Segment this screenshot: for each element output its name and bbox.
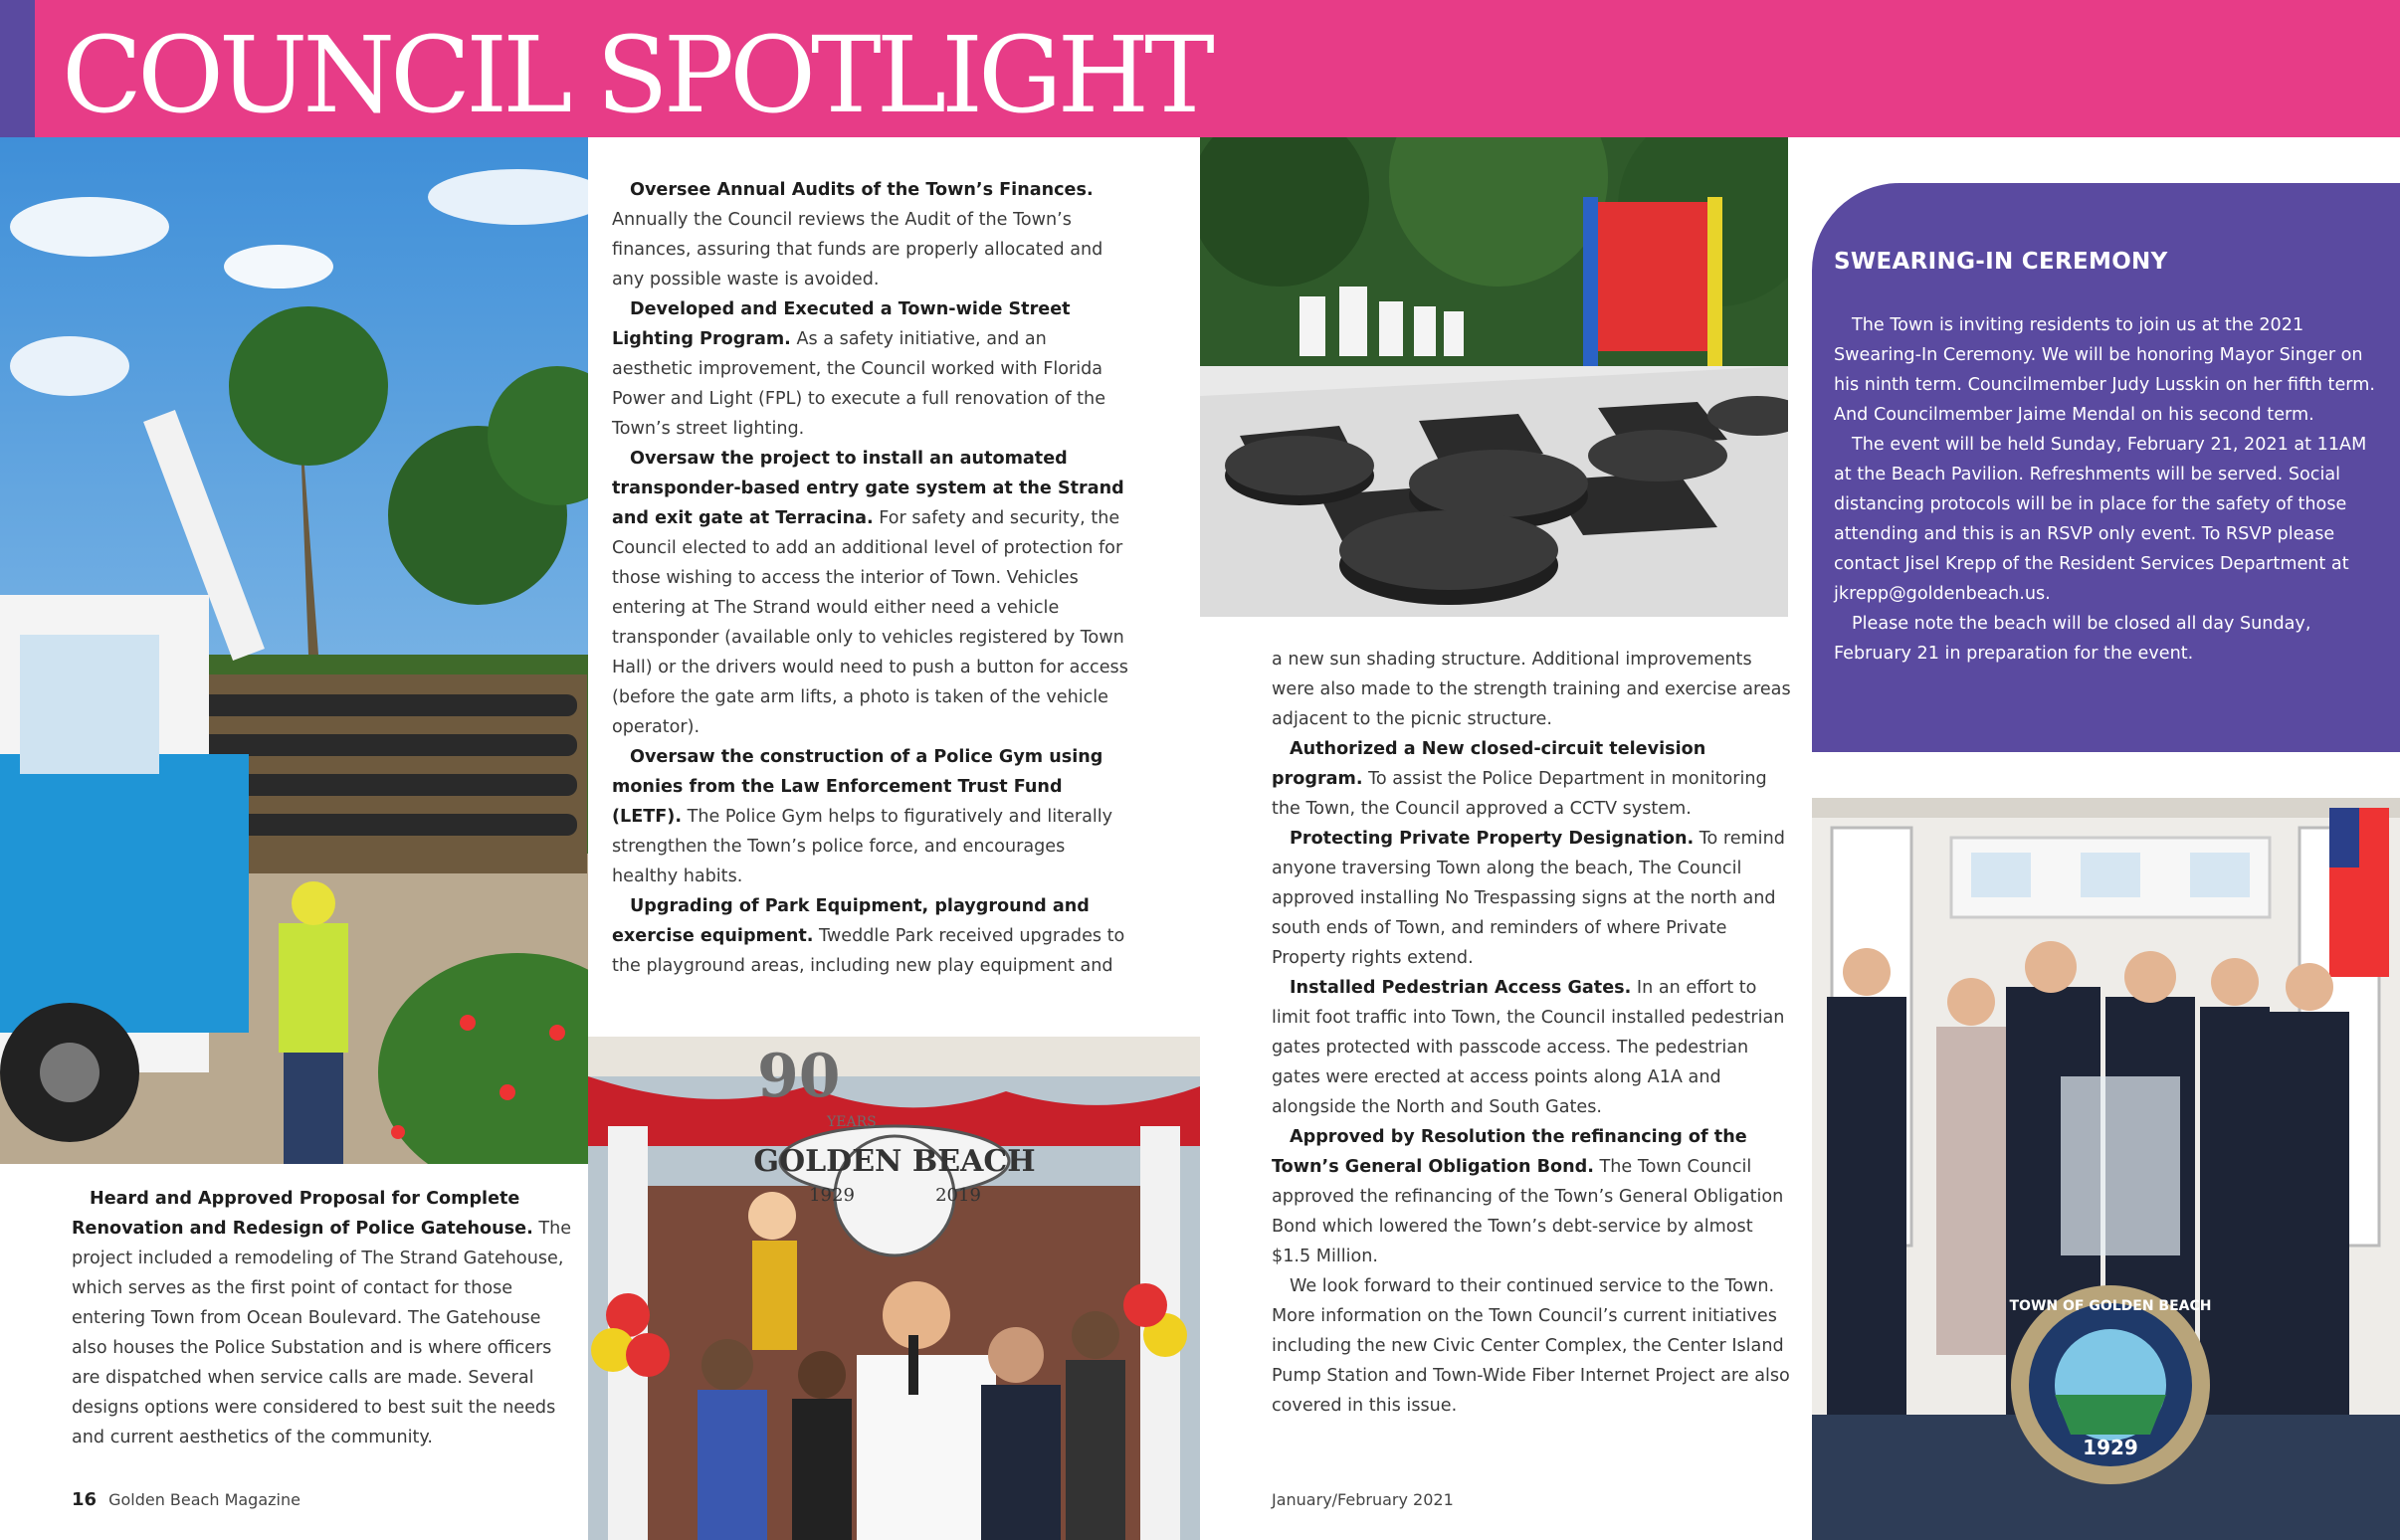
page-number: 16 <box>72 1489 98 1510</box>
seal-year-text: 1929 <box>2083 1436 2138 1459</box>
banner-year-end: 2019 <box>935 1185 981 1206</box>
paragraph-closing: We look forward to their continued service to the Town. More information on the Town Council’s current initiatives including the new Civic Center Complex, the Center Island Pump Station and Town-Wide Fiber Internet Project are also covered in this issue. <box>1272 1276 1790 1416</box>
paragraph-obligation-bond: Approved by Resolution the refinancing of the Town’s General Obligation Bond. The Town Council approved the refinancing of the Town’s General Obligation Bond which lowered the Town’s debt-service by almost $1.5 Million. <box>1272 1127 1784 1266</box>
magazine-name: Golden Beach Magazine <box>108 1490 300 1509</box>
footer-left <box>72 1490 300 1510</box>
photo-crane-truck <box>0 137 588 1164</box>
paragraph-street-lighting: Developed and Executed a Town-wide Street Lighting Program. As a safety initiative, and an aesthetic improvement, the Council worked with Florida Power and Light (FPL) to execute a full renovation of the Town’s street lighting. <box>612 299 1106 439</box>
swearing-in-paragraph-1: The Town is inviting residents to join us at the 2021 Swearing-In Ceremony. We will be honoring Mayor Singer on his ninth term. Councilmember Judy Lusskin on her fifth term. And Councilmember Jaime Mendal on his second term. <box>1834 315 2375 425</box>
photo-giant-chess <box>1200 137 1788 617</box>
paragraph-annual-audits: Oversee Annual Audits of the Town’s Finances. Annually the Council reviews the Audit of the Town’s finances, assuring that funds are properly allocated and any possible waste is avoided. <box>612 180 1103 289</box>
photo-anniversary-celebration <box>588 1037 1200 1540</box>
paragraph-park-equipment: Upgrading of Park Equipment, playground and exercise equipment. Tweddle Park received upgrades to the playground areas, including new play equipment and <box>612 896 1125 976</box>
banner-years-text: YEARS <box>827 1114 877 1130</box>
column-1-text <box>72 1184 574 1452</box>
banner-year-start: 1929 <box>809 1185 855 1206</box>
paragraph-pedestrian-gates: Installed Pedestrian Access Gates. In an effort to limit foot traffic into Town, the Council installed pedestrian gates protected with passcode access. The pedestrian gates were erected at access points along A1A and alongside the North and South Gates. <box>1272 978 1785 1117</box>
paragraph-sun-shading: a new sun shading structure. Additional improvements were also made to the strength training and exercise areas adjacent to the picnic structure. <box>1272 650 1791 729</box>
banner-golden-beach-text: GOLDEN BEACH <box>753 1144 1036 1179</box>
swearing-in-paragraph-2: The event will be held Sunday, February 21, 2021 at 11AM at the Beach Pavilion. Refreshments will be served. Social distancing protocols will be in place for the safety of those attending and this is an RSVP only event. To RSVP please contact Jisel Krepp of the Resident Services Department at jkrepp@goldenbeach.us. <box>1834 435 2367 604</box>
paragraph-entry-gate: Oversaw the project to install an automated transponder-based entry gate system at the Strand and exit gate at Terracina. For safety and security, the Council elected to add an additional level of protection for those wishing to access the interior of Town. Vehicles entering at The Strand would either need a vehicle transponder (available only to vehicles registered by Town Hall) or the drivers would need to push a button for access (before the gate arm lifts, a photo is taken of the vehicle operator). <box>612 449 1128 737</box>
paragraph-police-gatehouse: Heard and Approved Proposal for Complete Renovation and Redesign of Police Gatehouse. The project included a remodeling of The Strand Gatehouse, which serves as the first point of contact for those entering Town from Ocean Boulevard. The Gatehouse also houses the Police Substation and is where officers are dispatched when service calls are made. Several designs options were considered to best suit the needs and current aesthetics of the community. <box>72 1189 572 1447</box>
photo-council-group <box>1812 798 2400 1540</box>
paragraph-cctv: Authorized a New closed-circuit television program. To assist the Police Department in monitoring the Town, the Council approved a CCTV system. <box>1272 739 1767 819</box>
seal-name-text: TOWN OF GOLDEN BEACH <box>2009 1298 2212 1314</box>
swearing-in-heading: SWEARING-IN CEREMONY <box>1834 249 2168 275</box>
column-3-text <box>1272 645 1791 1421</box>
page-title: COUNCIL SPOTLIGHT <box>62 14 1210 136</box>
header-accent-strip <box>0 0 35 137</box>
swearing-in-paragraph-3: Please note the beach will be closed all day Sunday, February 21 in preparation for the event. <box>1834 614 2311 664</box>
column-2-text <box>612 175 1129 981</box>
footer-issue: January/February 2021 <box>1272 1490 1454 1509</box>
paragraph-police-gym: Oversaw the construction of a Police Gym using monies from the Law Enforcement Trust Fund (LETF). The Police Gym helps to figuratively and literally strengthen the Town’s police force, and encourages healthy habits. <box>612 747 1113 886</box>
banner-90-text: 90 <box>757 1042 841 1111</box>
paragraph-private-property: Protecting Private Property Designation. To remind anyone traversing Town along the beach, The Council approved installing No Trespassing signs at the north and south ends of Town, and reminders of where Private Property rights extend. <box>1272 829 1785 968</box>
heading-police-gatehouse: Heard and Approved Proposal for Complete Renovation and Redesign of Police Gatehouse. <box>72 1189 533 1239</box>
swearing-in-box <box>1812 183 2400 752</box>
